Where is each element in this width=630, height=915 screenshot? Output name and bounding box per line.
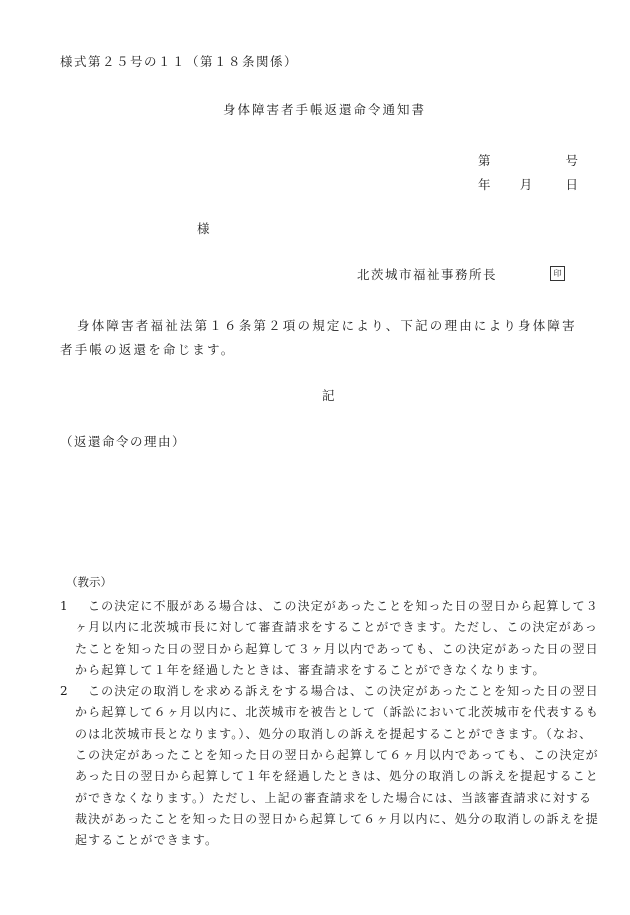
number-date-block (478, 148, 578, 196)
addressee-suffix: 様 (197, 221, 210, 236)
ki-heading: 記 (322, 388, 335, 403)
issuer-name: 北茨城市福祉事務所長 (357, 267, 498, 282)
document-number-row (478, 148, 578, 172)
instruction-heading: （教示） (66, 575, 112, 589)
date-month: 月 (519, 177, 533, 192)
body-paragraph (60, 314, 582, 362)
instruction-number: 1 (60, 599, 69, 613)
instruction-text: この決定の取消しを求める訴えをする場合は、この決定があったことを知った日の翌日から起算して６ヶ月以内に、北茨城市を被告として（訴訟において北茨城市を代表するものは北茨城市長となります。）、処分の取消しの訴えを提起することができます。（なお、この決定があったことを知った日の翌日から起算して６ヶ月以内であっても、この決定があった日の翌日から起算して１年を経過したときは、処分の取消しの訴えを提起することができなくなります。）ただし、上記の審査請求をした場合には、当該審査請求に対する裁決があったことを知った日の翌日から起算して６ヶ月以内に、処分の取消しの訴えを提起することができます。 (75, 684, 600, 848)
seal-mark: 印 (550, 266, 565, 281)
instruction-item (60, 596, 600, 681)
reason-heading: （返還命令の理由） (60, 434, 187, 449)
number-label: 第 (478, 153, 491, 168)
number-suffix: 号 (565, 153, 578, 168)
instruction-number: 2 (60, 684, 69, 699)
instruction-item (60, 681, 600, 851)
instruction-list (60, 596, 600, 852)
date-year: 年 (478, 177, 491, 192)
document-title: 身体障害者手帳返還命令通知書 (223, 102, 427, 117)
body-text: 身体障害者福祉法第１６条第２項の規定により、下記の理由により身体障害者手帳の返還を命じます。 (60, 318, 577, 357)
date-day: 日 (565, 177, 578, 192)
date-row (478, 172, 578, 196)
instruction-text: この決定に不服がある場合は、この決定があったことを知った日の翌日から起算して３ヶ月以内に北茨城市長に対して審査請求をすることができます。ただし、この決定があったことを知った日の翌日から起算して３ヶ月以内であっても、この決定があった日の翌日から起算して１年を経過したときは、審査請求をすることができなくなります。 (75, 599, 599, 677)
form-number: 様式第２５号の１１（第１８条関係） (60, 54, 299, 69)
